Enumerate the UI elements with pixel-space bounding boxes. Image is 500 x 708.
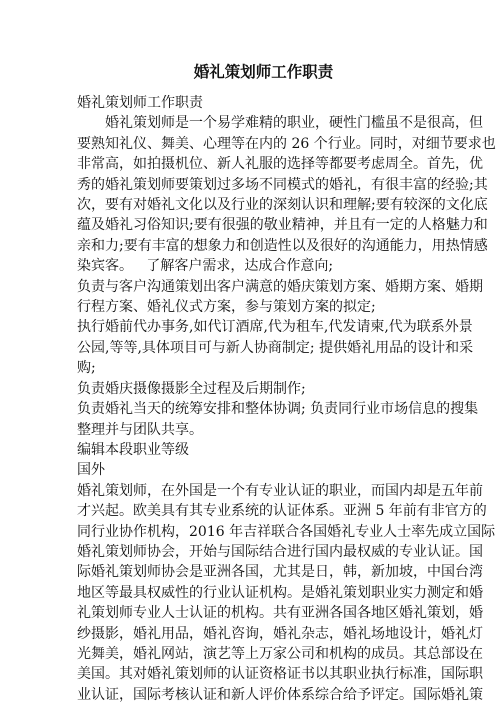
body-line: 同行业协作机构，2016 年吉祥联合各国婚礼专业人士率先成立国际 <box>77 523 496 540</box>
body-line: 要熟知礼仪、舞美、心理等在内的 26 个行业。同时，对细节要求也 <box>77 135 496 152</box>
section-heading-job-duties: 婚礼策划师工作职责 <box>77 95 203 111</box>
body-line: 负责与客户沟通策划出客户满意的婚庆策划方案、婚期方案、婚期 <box>77 278 483 295</box>
body-line: 美国。其对婚礼策划师的认证资格证书以其职业执行标准，国际职 <box>77 666 483 683</box>
body-line: 婚礼策划师协会，开始与国际结合进行国内最权威的专业认证。国 <box>77 543 483 560</box>
body-line: 亲和力;要有丰富的想象力和创造性以及很好的沟通能力，用热情感 <box>77 237 488 254</box>
body-line: 蕴及婚礼习俗知识;要有很强的敬业精神，并且有一定的人格魅力和 <box>77 217 488 234</box>
body-line: 婚礼策划师，在外国是一个有专业认证的职业，而国内却是五年前 <box>77 482 483 499</box>
document-body <box>77 93 496 705</box>
body-line: 业认证，国际考核认证和新人评价体系综合给予评定。国际婚礼策 <box>77 686 483 703</box>
body-line: 纱摄影，婚礼用品，婚礼咨询，婚礼杂志，婚礼场地设计，婚礼灯 <box>77 625 483 642</box>
body-line: 地区等最具权威性的行业认证机构。是婚礼策划职业实力测定和婚 <box>77 584 483 601</box>
body-line: 婚礼策划师是一个易学难精的职业，硬性门槛虽不是很高，但 <box>105 115 483 132</box>
body-line: 整理并与团队共享。 <box>77 421 203 438</box>
body-line: 非常高，如拍摄机位、新人礼服的选择等都要考虑周全。首先，优 <box>77 156 483 173</box>
body-line: 际婚礼策划师协会是亚洲各国，尤其是日，韩，新加坡，中国台湾 <box>77 564 483 581</box>
body-line: 执行婚前代办事务,如代订酒席,代为租车,代发请柬,代为联系外景 <box>77 319 473 336</box>
body-line: 负责婚礼当天的统筹安排和整体协调; 负责同行业市场信息的搜集 <box>77 401 479 418</box>
document-title: 婚礼策划师工作职责 <box>193 62 334 81</box>
body-line: 负责婚庆摄像摄影全过程及后期制作; <box>77 380 306 397</box>
body-line: 行程方案、婚礼仪式方案，参与策划方案的拟定; <box>77 299 376 316</box>
body-line: 购; <box>77 360 96 377</box>
body-line: 礼策划师专业人士认证的机构。共有亚洲各国各地区婚礼策划，婚 <box>77 605 483 622</box>
body-line: 光舞美，婚礼网站，演艺等上万家公司和机构的成员。其总部设在 <box>77 645 483 662</box>
body-line: 秀的婚礼策划师要策划过多场不同模式的婚礼，有很丰富的经验;其 <box>77 176 488 193</box>
subsection-heading-abroad: 国外 <box>77 462 105 479</box>
body-line: 才兴起。欧美具有其专业系统的认证体系。亚洲 5 年前有非官方的 <box>77 503 487 520</box>
body-line: 公园,等等,具体项目可与新人协商制定; 提供婚礼用品的设计和采 <box>77 339 474 356</box>
body-line: 染宾客。 了解客户需求，达成合作意向; <box>77 258 334 275</box>
body-line: 次，要有对婚礼文化以及行业的深刻认识和理解;要有较深的文化底 <box>77 197 488 214</box>
section-heading-career-levels: 编辑本段职业等级 <box>77 441 189 458</box>
